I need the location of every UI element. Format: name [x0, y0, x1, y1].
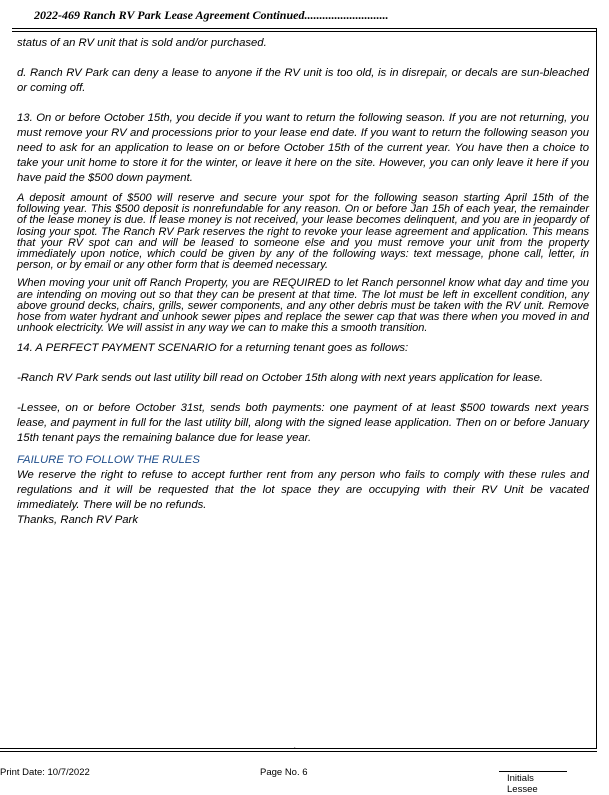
paragraph-section-14: 14. A PERFECT PAYMENT SCENARIO for a returning tenant goes as follows: [17, 342, 409, 355]
header-rule-double [12, 31, 597, 32]
paragraph-deny-lease: d. Ranch RV Park can deny a lease to anyone if the RV unit is too old, is in disrepair, or decals are sun-bleached or coming off. [17, 67, 589, 94]
footer-rule-double [0, 751, 597, 752]
paragraph-deposit: A deposit amount of $500 will reserve and secure your spot for the following season starting April 15th of the following year. This $500 deposit is nonrefundable for any reason. On or before Jan 15h of each year, the remainder of the lease money is due. If lease money is not received, your lease becomes delinquent, and you are in jeopardy of losing your spot. The Ranch RV Park reserves the right to revoke your lease agreement and application. This means that your RV spot can and will be leased to someone else and you must remove your unit from the property immediately upon notice, which could be given by any of the following ways: text message, phone call, letter, in person, or by email or any other form that is deemed necessary. [17, 192, 589, 272]
rules-heading: FAILURE TO FOLLOW THE RULES [17, 454, 200, 467]
right-margin-rule [596, 28, 597, 748]
initials-lessee: Initials Lessee [499, 771, 567, 795]
header-rule [12, 28, 597, 29]
page-number: Page No. 6 [260, 767, 308, 778]
paragraph-section-13: 13. On or before October 15th, you decide if you want to return the following season. If you are not returning, you must remove your RV and processions prior to your lease end date. If you want to return the following season you need to ask for an application to lease on or before October 15th of the current year. You have then a choice to take your unit home to store it for the winter, or leave it here on the site. However, you can only leave it here if you have paid the $500 down payment. [17, 112, 589, 184]
paragraph-utility-bill: -Ranch RV Park sends out last utility bill read on October 15th along with next years application for lease. [17, 372, 544, 385]
paragraph-rules: We reserve the right to refuse to accept further rent from any person who fails to comply with these rules and regulations and it will be requested that the lot space they are occupying with their RV Unit be vacated immediately. There will be no refunds. [17, 469, 589, 512]
footer-rule [0, 748, 597, 749]
document-body [17, 36, 589, 528]
paragraph-moving-out: When moving your unit off Ranch Property, you are REQUIRED to let Ranch personnel know what day and time you are intending on moving out so that they can be present at that time. The lot must be left in excellent condition, any above ground decks, chairs, grills, sewer components, and any other debris must be taken with the RV unit. Remove hose from water hydrant and unhook sewer pipes and replace the sewer cap that was there when you moved in and unhook electricity. We will assist in any way we can to make this a smooth transition. [17, 277, 589, 335]
paragraph-lessee-payments: -Lessee, on or before October 31st, sends both payments: one payment of at least $500 towards next years lease, and payment in full for the last utility bill, along with the signed lease application. Then on or before January 15th tenant pays the remaining balance due for lease year. [17, 402, 589, 445]
document-header: 2022-469 Ranch RV Park Lease Agreement Continued............................ [34, 8, 389, 22]
print-date: Print Date: 10/7/2022 [0, 767, 90, 778]
footer-dot: . [294, 744, 296, 750]
paragraph-signoff: Thanks, Ranch RV Park [17, 514, 138, 527]
paragraph-status: status of an RV unit that is sold and/or purchased. [17, 37, 267, 49]
